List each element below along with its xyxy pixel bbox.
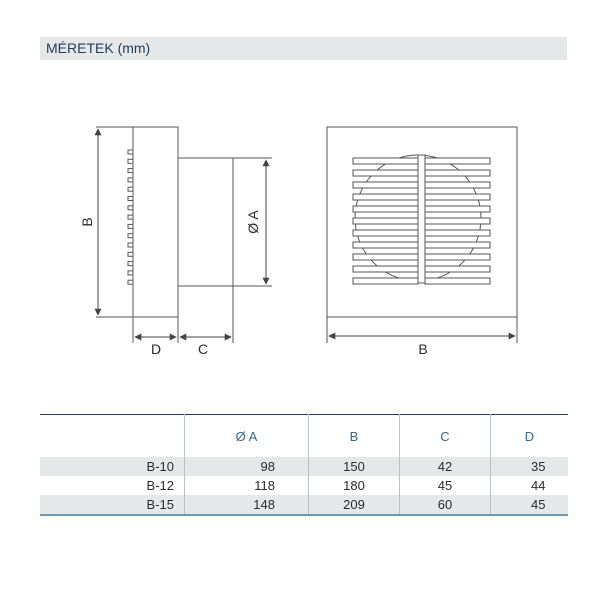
- table-header-row: [40, 415, 568, 458]
- louvre-slat: [353, 194, 418, 200]
- cell-a: 118: [185, 476, 309, 495]
- section-title: MÉRETEK (mm): [46, 40, 151, 56]
- cell-d: 44: [531, 478, 546, 493]
- louvre-slat: [425, 194, 490, 200]
- grille-fin: [128, 169, 133, 173]
- louvre-slat: [425, 158, 490, 164]
- louvre-slat: [353, 254, 418, 260]
- cell-a: 148: [185, 495, 309, 515]
- louvre-slat: [353, 182, 418, 188]
- louvre-slat: [425, 266, 490, 272]
- louvre-slat: [353, 278, 418, 284]
- grille-fin: [128, 224, 133, 228]
- cell-model: B-10: [40, 457, 185, 476]
- side-grille-fins: [128, 150, 133, 284]
- louvre-slat: [353, 170, 418, 176]
- grille-fin: [128, 252, 133, 256]
- col-header-model: [40, 415, 185, 458]
- cell-d: 35: [531, 459, 546, 474]
- front-view: [327, 127, 517, 343]
- dim-b-front-label: B: [418, 341, 428, 357]
- cell-a: 98: [185, 457, 309, 476]
- side-front-plate: [133, 127, 178, 317]
- col-header-c: C: [400, 415, 491, 458]
- cell-c: 60: [400, 495, 491, 515]
- dim-b-side-label: B: [79, 217, 95, 227]
- side-motor-body: [178, 158, 233, 286]
- table-row: [40, 495, 568, 515]
- louvre-slat: [353, 158, 418, 164]
- grille-fin: [128, 280, 133, 284]
- dim-a-label: Ø A: [245, 210, 261, 234]
- dim-d-label: D: [150, 341, 162, 357]
- cell-b: 209: [309, 495, 400, 515]
- grille-fin: [128, 159, 133, 163]
- grille-fin: [128, 234, 133, 238]
- louvre-slat: [425, 278, 490, 284]
- front-louvre-slats: [353, 155, 490, 284]
- louvre-slat: [353, 218, 418, 224]
- cell-model: B-12: [40, 476, 185, 495]
- col-header-a: Ø A: [185, 415, 309, 458]
- grille-fin: [128, 206, 133, 210]
- grille-fin: [128, 243, 133, 247]
- grille-fin: [128, 262, 133, 266]
- louvre-slat: [353, 230, 418, 236]
- col-header-b: B: [309, 415, 400, 458]
- grille-fin: [128, 150, 133, 154]
- grille-fin: [128, 271, 133, 275]
- dimensions-table: [40, 414, 568, 516]
- table-row: [40, 457, 568, 476]
- grille-fin: [128, 178, 133, 182]
- dim-c-label: C: [197, 341, 209, 357]
- louvre-slat: [353, 242, 418, 248]
- louvre-slat: [353, 206, 418, 212]
- side-view: [96, 127, 272, 343]
- louvre-slat: [425, 218, 490, 224]
- cell-b: 150: [309, 457, 400, 476]
- louvre-slat: [353, 266, 418, 272]
- louvre-slat: [425, 170, 490, 176]
- table-row: [40, 476, 568, 495]
- louvre-slat: [425, 254, 490, 260]
- cell-d: 45: [531, 497, 546, 512]
- grille-fin: [128, 187, 133, 191]
- louvre-slat: [425, 230, 490, 236]
- cell-b: 180: [309, 476, 400, 495]
- louvre-slat: [425, 182, 490, 188]
- louvre-slat: [425, 242, 490, 248]
- grille-fin: [128, 215, 133, 219]
- cell-c: 45: [400, 476, 491, 495]
- cell-model: B-15: [40, 495, 185, 515]
- center-divider: [418, 155, 425, 283]
- col-header-d: D: [524, 428, 535, 444]
- cell-c: 42: [400, 457, 491, 476]
- grille-fin: [128, 197, 133, 201]
- louvre-slat: [425, 206, 490, 212]
